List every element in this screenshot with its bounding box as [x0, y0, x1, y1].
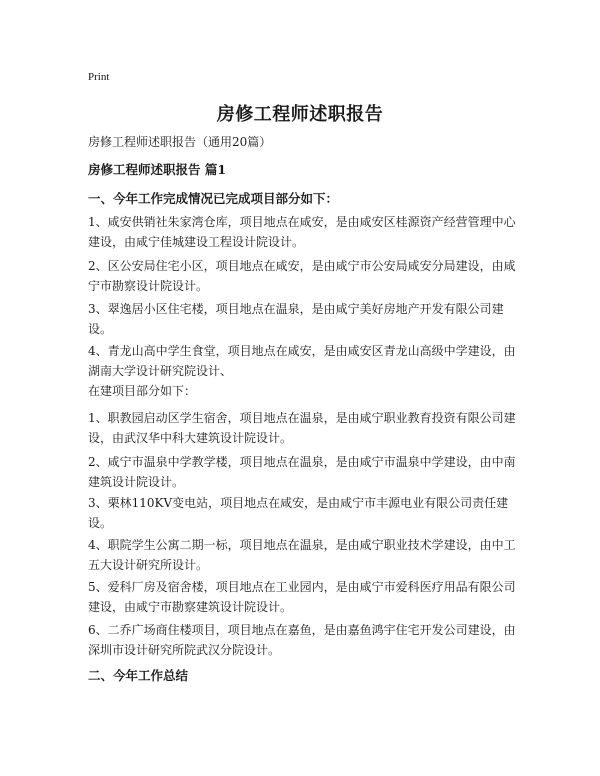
in-progress-item-2: 2、咸宁市温泉中学教学楼，项目地点在温泉，是由咸宁市温泉中学建设，由中南建筑设计院设计。 [88, 455, 516, 489]
in-progress-label: 在建项目部分如下： [88, 384, 197, 398]
completed-item-3: 3、翠逸居小区住宅楼，项目地点在温泉，是由咸宁美好房地产开发有限公司建设。 [88, 302, 504, 336]
section-heading: 房修工程师述职报告 篇1 [88, 162, 227, 177]
in-progress-item-3: 3、栗林110KV变电站，项目地点在咸安，是由咸宁市丰源电业有限公司责任建设。 [88, 496, 509, 530]
heading-summary: 二、今年工作总结 [88, 668, 189, 683]
page-title: 房修工程师述职报告 [216, 104, 384, 125]
heading-completed: 一、今年工作完成情况已完成项目部分如下： [88, 191, 339, 206]
completed-item-2: 2、区公安局住宅小区，项目地点在咸安，是由咸宁市公安局咸安分局建设，由咸宁市勘察设计院设计。 [88, 259, 516, 293]
completed-item-4: 4、青龙山高中学生食堂，项目地点在咸安，是由咸安区青龙山高级中学建设，由湖南大学设计研究院设计、 [88, 344, 516, 378]
in-progress-item-6: 6、二乔广场商住楼项目，项目地点在嘉鱼，是由嘉鱼鸿宇住宅开发公司建设，由深圳市设计研究所院武汉分院设计。 [88, 623, 516, 657]
in-progress-item-5: 5、爱科厂房及宿舍楼，项目地点在工业园内，是由咸宁市爱科医疗用品有限公司建设，由咸宁市勘察建筑设计院设计。 [88, 580, 516, 614]
completed-item-1: 1、咸安供销社朱家湾仓库，项目地点在咸安，是由咸安区桂源资产经营管理中心建设，由咸宁佳城建设工程设计院设计。 [88, 215, 516, 249]
in-progress-item-1: 1、职教园启动区学生宿舍，项目地点在温泉，是由咸宁职业教育投资有限公司建设，由武汉华中科大建筑设计院设计。 [88, 411, 516, 445]
print-label[interactable]: Print [88, 71, 110, 83]
subtitle: 房修工程师述职报告（通用20篇） [88, 135, 272, 149]
in-progress-item-4: 4、职院学生公寓二期一标，项目地点在温泉，是由咸宁职业技术学建设，由中工五大设计研究所设计。 [88, 538, 516, 572]
